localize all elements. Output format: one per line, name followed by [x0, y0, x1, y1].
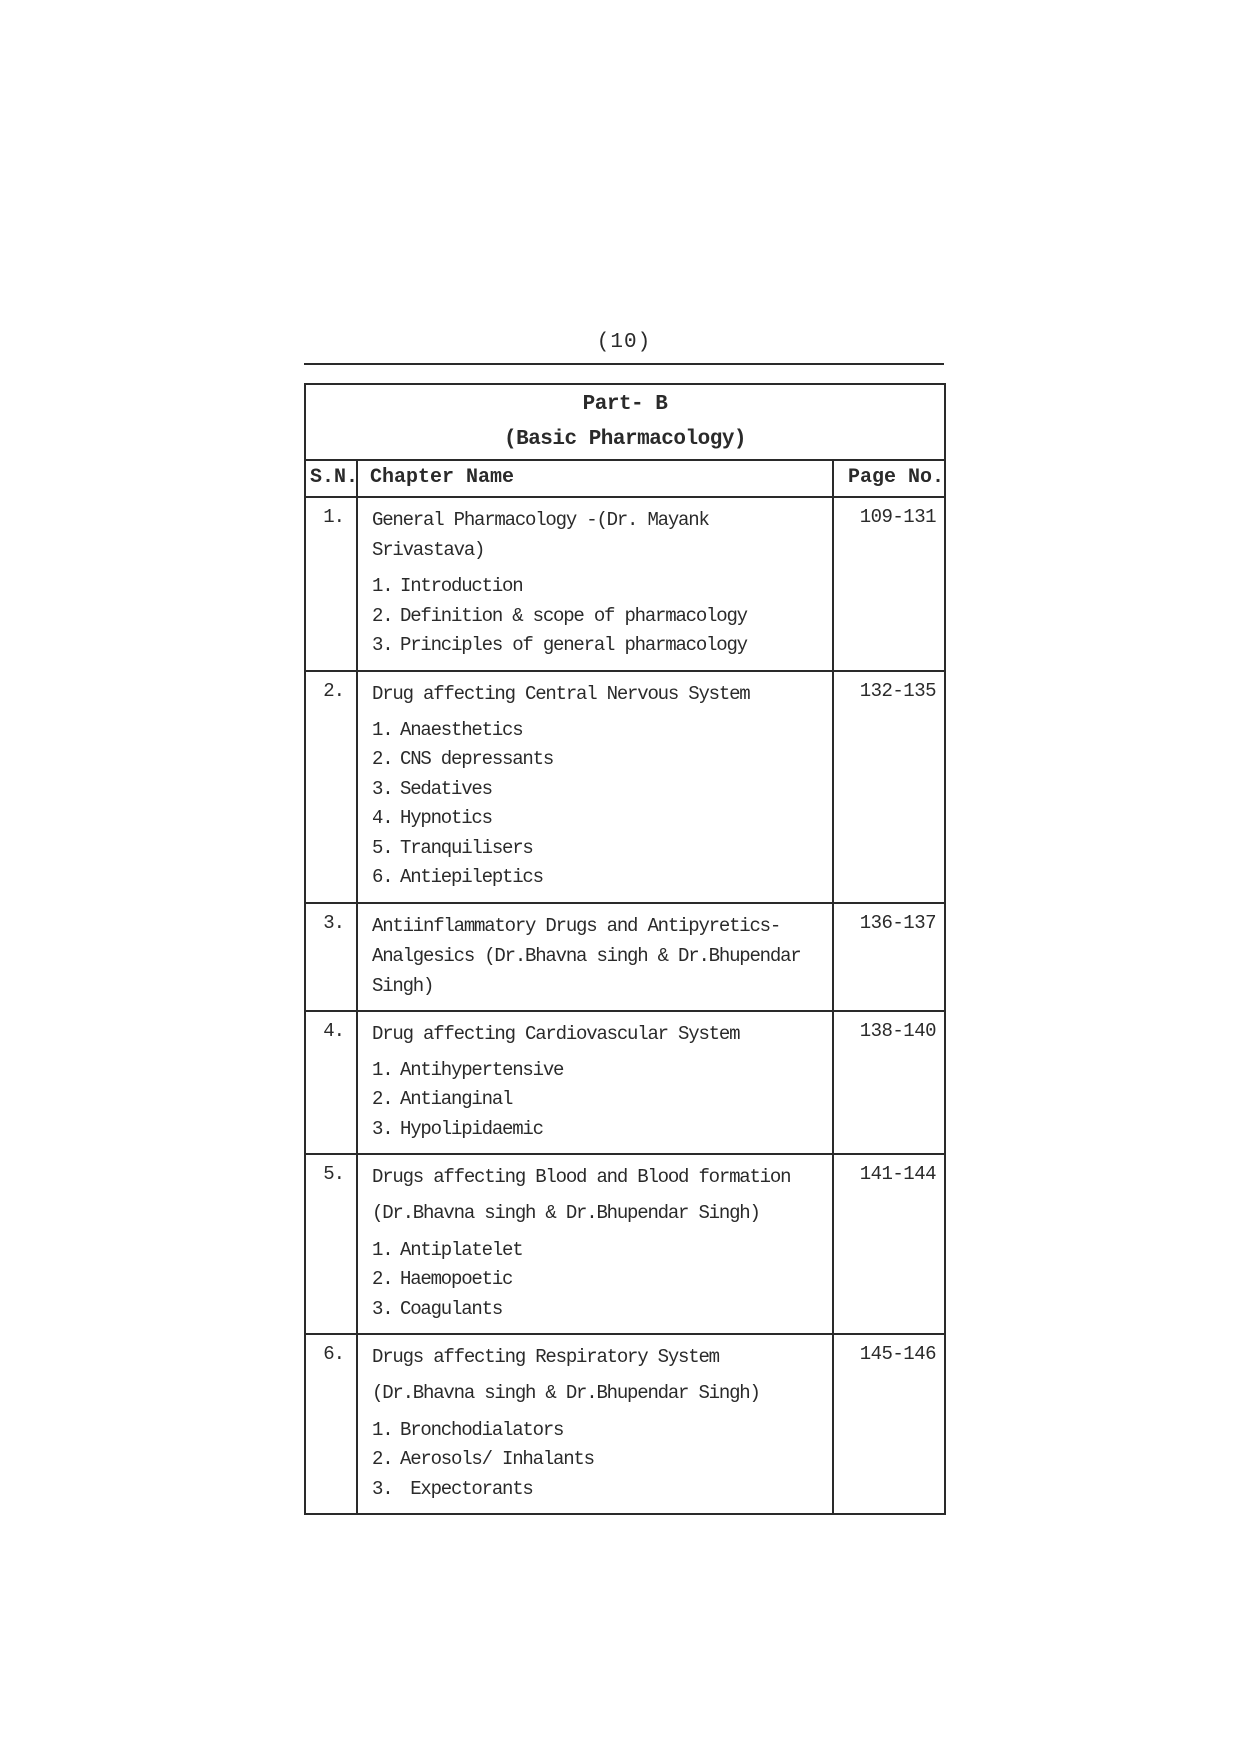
serial-number: 2. [305, 671, 357, 903]
chapter-cell [357, 1334, 833, 1514]
topic-item [372, 804, 826, 834]
topic-number: 2. [372, 604, 393, 627]
topic-item [372, 834, 826, 864]
topic-number: 1. [372, 1058, 393, 1081]
topic-number: 2. [372, 748, 393, 770]
serial-number: 6. [305, 1334, 357, 1514]
page-range: 136-137 [833, 903, 945, 1011]
topic-text: Expectorants [400, 1477, 533, 1500]
topic-item [372, 775, 826, 805]
topic-number: 2. [372, 1088, 393, 1110]
topic-item [372, 1445, 826, 1475]
serial-number: 5. [305, 1154, 357, 1334]
topic-number: 3. [372, 634, 393, 656]
page-range: 138-140 [833, 1011, 945, 1155]
table-row [305, 671, 945, 903]
page-number: (10) [596, 331, 652, 354]
topic-number: 3. [372, 1297, 393, 1320]
topic-number: 5. [372, 836, 393, 859]
topic-list [372, 1056, 826, 1145]
topic-text: Bronchodialators [400, 1418, 564, 1441]
contents-table [304, 383, 946, 1515]
column-header-chapter: Chapter Name [357, 460, 833, 497]
topic-text: Haemopoetic [400, 1268, 513, 1290]
chapter-cell [357, 1011, 833, 1155]
topic-item [372, 1475, 826, 1505]
topic-text: Tranquilisers [400, 836, 533, 859]
topic-item [372, 863, 826, 893]
topic-number: 4. [372, 807, 393, 829]
topic-text: Hypnotics [400, 807, 492, 829]
topic-item [372, 716, 826, 746]
topic-list [372, 1416, 826, 1505]
chapter-title: Drugs affecting Respiratory System [372, 1346, 719, 1368]
topic-text: Definition & scope of pharmacology [400, 604, 747, 627]
serial-number: 4. [305, 1011, 357, 1155]
topic-number: 1. [372, 575, 393, 597]
topic-list [372, 1236, 826, 1325]
table-row [305, 1334, 945, 1514]
chapter-title: Drug affecting Central Nervous System [372, 682, 750, 705]
topic-text: Antihypertensive [400, 1058, 564, 1081]
topic-item [372, 602, 826, 632]
header-rule [304, 363, 944, 365]
table-row [305, 903, 945, 1011]
part-heading [305, 384, 945, 460]
page-range: 145-146 [833, 1334, 945, 1514]
page-range: 132-135 [833, 671, 945, 903]
chapter-authors: (Dr.Bhavna singh & Dr.Bhupendar Singh) [372, 1382, 760, 1404]
topic-item [372, 1085, 826, 1115]
table-row [305, 1011, 945, 1155]
table-row [305, 497, 945, 671]
topic-number: 1. [372, 1418, 393, 1441]
chapter-cell [357, 903, 833, 1011]
topic-number: 6. [372, 866, 393, 888]
table-row [305, 1154, 945, 1334]
topic-number: 3. [372, 1477, 393, 1500]
topic-text: Antiepileptics [400, 866, 543, 888]
chapter-cell [357, 497, 833, 671]
part-subtitle: (Basic Pharmacology) [503, 428, 747, 451]
chapter-title: Antiinflammatory Drugs and Antipyretics-Analgesics (Dr.Bhavna singh & Dr.Bhupendar Singh) [372, 914, 801, 997]
column-header-sn: S.N. [305, 460, 357, 497]
topic-text: Antianginal [400, 1088, 513, 1110]
chapter-title: Drugs affecting Blood and Blood formation [372, 1166, 791, 1188]
topic-number: 1. [372, 1238, 393, 1261]
topic-number: 3. [372, 777, 393, 800]
topic-item [372, 1115, 826, 1145]
topic-list [372, 716, 826, 893]
page-range: 109-131 [833, 497, 945, 671]
topic-text: CNS depressants [400, 748, 554, 770]
part-heading-row [305, 384, 945, 460]
topic-text: Antiplatelet [400, 1238, 523, 1261]
column-header-page: Page No. [833, 460, 945, 497]
topic-number: 2. [372, 1268, 393, 1290]
topic-item [372, 1236, 826, 1266]
topic-item [372, 572, 826, 602]
topic-item [372, 745, 826, 775]
column-header-row [305, 460, 945, 497]
topic-text: Principles of general pharmacology [400, 634, 747, 656]
topic-item [372, 1265, 826, 1295]
topic-text: Sedatives [400, 777, 492, 800]
page-range: 141-144 [833, 1154, 945, 1334]
topic-number: 1. [372, 718, 393, 741]
serial-number: 1. [305, 497, 357, 671]
chapter-title: Drug affecting Cardiovascular System [372, 1022, 740, 1045]
chapter-title: General Pharmacology -(Dr. Mayank Srivastava) [372, 509, 709, 561]
topic-item [372, 1295, 826, 1325]
topic-text: Aerosols/ Inhalants [400, 1448, 594, 1470]
topic-item [372, 631, 826, 661]
part-title: Part- B [582, 393, 668, 416]
topic-text: Coagulants [400, 1297, 503, 1320]
topic-text: Introduction [400, 575, 523, 597]
topic-number: 3. [372, 1117, 393, 1140]
topic-number: 2. [372, 1448, 393, 1470]
topic-text: Anaesthetics [400, 718, 523, 741]
serial-number: 3. [305, 903, 357, 1011]
topic-text: Hypolipidaemic [400, 1117, 543, 1140]
chapter-authors: (Dr.Bhavna singh & Dr.Bhupendar Singh) [372, 1202, 760, 1224]
chapter-cell [357, 671, 833, 903]
topic-list [372, 572, 826, 661]
topic-item [372, 1416, 826, 1446]
chapter-cell [357, 1154, 833, 1334]
topic-item [372, 1056, 826, 1086]
